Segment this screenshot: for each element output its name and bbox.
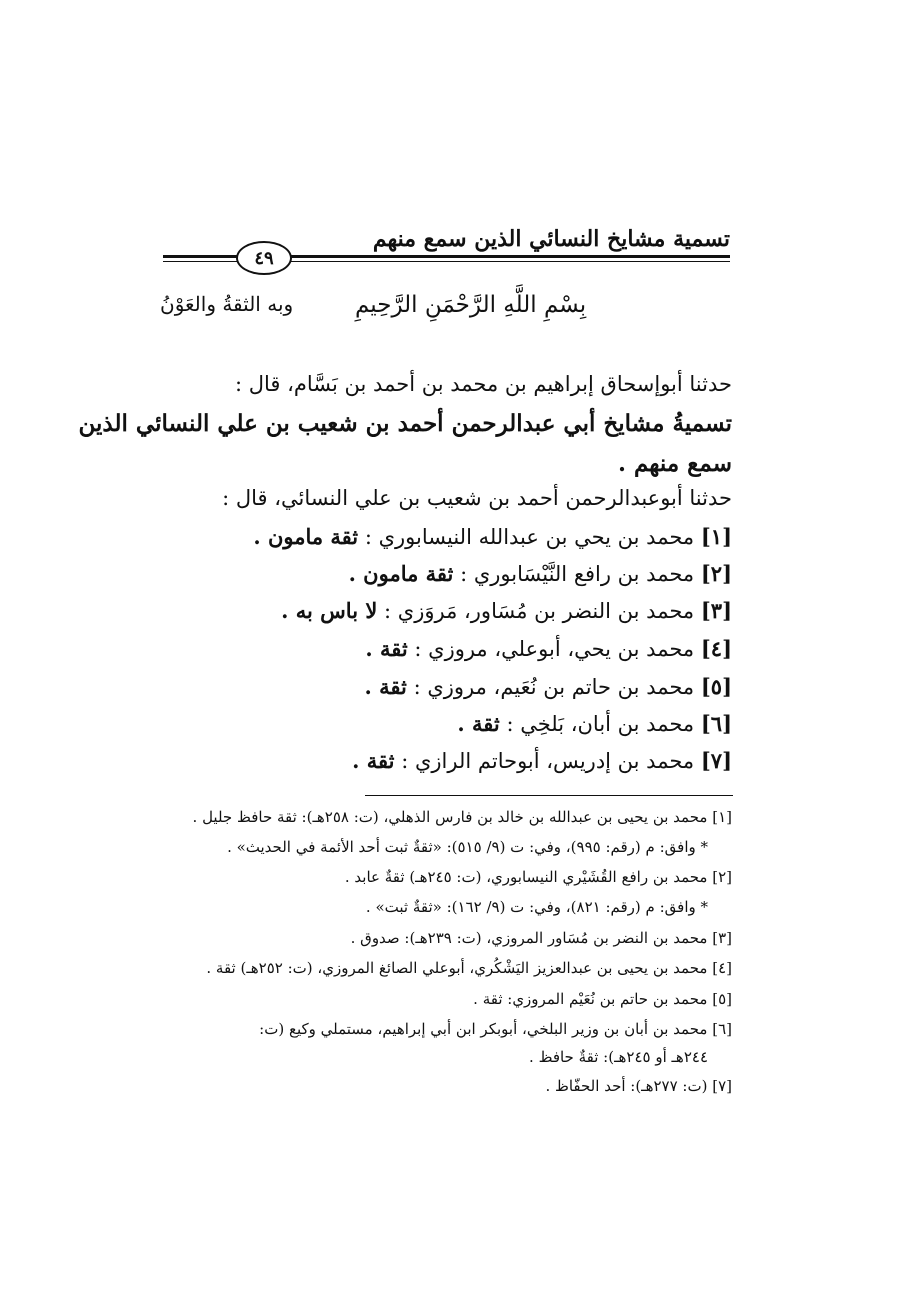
book-title-line-1: تسميةُ مشايخ أبي عبدالرحمن أحمد بن شعيب بن علي النسائي الذين: [78, 410, 732, 437]
entry-4: [365, 636, 732, 661]
footnote-2-agreement: * وافق: م (رقم: ٨٢١)، وفي: ت (٩/ ١٦٢): «ثقةٌ ثبت» .: [365, 898, 708, 916]
footnote-7: [٧] (ت: ٢٧٧هـ): أحد الحفّاظ .: [545, 1077, 732, 1095]
entry-grade: لا باس به .: [281, 598, 378, 623]
entry-grade: ثقة مامون .: [253, 524, 359, 549]
entry-number: [٣]: [700, 598, 732, 623]
basmala: بِسْمِ اللَّهِ الرَّحْمَنِ الرَّحِيمِ: [355, 292, 587, 318]
footnote-5: [٥] محمد بن حاتم بن نُعَيْم المروزي: ثقة .: [473, 990, 732, 1008]
opening-formula: وبه الثقةُ والعَوْنُ: [160, 292, 294, 316]
entry-grade: ثقة .: [352, 748, 395, 773]
entry-name: محمد بن يحي، أبوعلي، مروزي :: [414, 637, 695, 661]
footnote-6-continued: ٢٤٤هـ أو ٢٤٥هـ): ثقةٌ حافظ .: [529, 1048, 708, 1066]
entry-name: محمد بن رافع النَّيْسَابوري :: [460, 562, 695, 586]
entry-6: [457, 711, 732, 736]
page-number: [236, 241, 292, 275]
book-title-line-2: سمع منهم .: [617, 450, 732, 477]
entry-7: [352, 748, 732, 773]
entry-5: [365, 674, 732, 699]
isnad-line-2: حدثنا أبوعبدالرحمن أحمد بن شعيب بن علي النسائي، قال :: [222, 486, 732, 510]
entry-number: [٥]: [700, 674, 732, 699]
entry-number: [٤]: [700, 636, 732, 661]
entry-grade: ثقة .: [457, 711, 500, 736]
entry-number: [٦]: [700, 711, 732, 736]
footnote-1: [١] محمد بن يحيى بن عبدالله بن خالد بن فارس الذهلي، (ت: ٢٥٨هـ): ثقة حافظ جليل .: [192, 808, 732, 826]
entry-number: [٢]: [700, 561, 732, 586]
entry-name: محمد بن حاتم بن نُعَيم، مروزي :: [413, 675, 695, 699]
isnad-line-1: حدثنا أبوإسحاق إبراهيم بن محمد بن أحمد بن بَسَّام، قال :: [235, 372, 732, 396]
entry-name: محمد بن النضر بن مُسَاور، مَروَزي :: [384, 599, 695, 623]
entry-name: محمد بن أبان، بَلخِي :: [506, 712, 695, 736]
footnote-separator: [365, 795, 733, 796]
entry-name: محمد بن إدريس، أبوحاتم الرازي :: [401, 749, 695, 773]
entry-2: [349, 561, 732, 586]
entry-1: [253, 524, 732, 549]
footnote-4: [٤] محمد بن يحيى بن عبدالعزيز اليَشْكُري، أبوعلي الصائغ المروزي، (ت: ٢٥٢هـ) ثقة .: [206, 959, 732, 977]
entry-grade: ثقة .: [364, 674, 407, 699]
running-title: تسمية مشايخ النسائي الذين سمع منهم: [372, 226, 730, 252]
entry-grade: ثقة .: [365, 636, 408, 661]
footnote-1-agreement: * وافق: م (رقم: ٩٩٥)، وفي: ت (٩/ ٥١٥): «ثقةٌ ثبت أحد الأئمة في الحديث» .: [227, 838, 708, 856]
entry-number: [٧]: [700, 748, 732, 773]
entry-name: محمد بن يحي بن عبدالله النيسابوري :: [364, 525, 695, 549]
page-number-text: ٤٩: [254, 247, 274, 269]
entry-3: [281, 598, 732, 623]
footnote-2: [٢] محمد بن رافع القُشَيْري النيسابوري، (ت: ٢٤٥هـ) ثقةٌ عابد .: [344, 868, 732, 886]
entry-grade: ثقة مامون .: [348, 561, 454, 586]
footnote-6: [٦] محمد بن أبان بن وزير البلخي، أبوبكر ابن أبي إبراهيم، مستملي وكيع (ت:: [259, 1020, 732, 1038]
entry-number: [١]: [700, 524, 732, 549]
footnote-3: [٣] محمد بن النضر بن مُسَاور المروزي، (ت: ٢٣٩هـ): صدوق .: [350, 929, 732, 947]
